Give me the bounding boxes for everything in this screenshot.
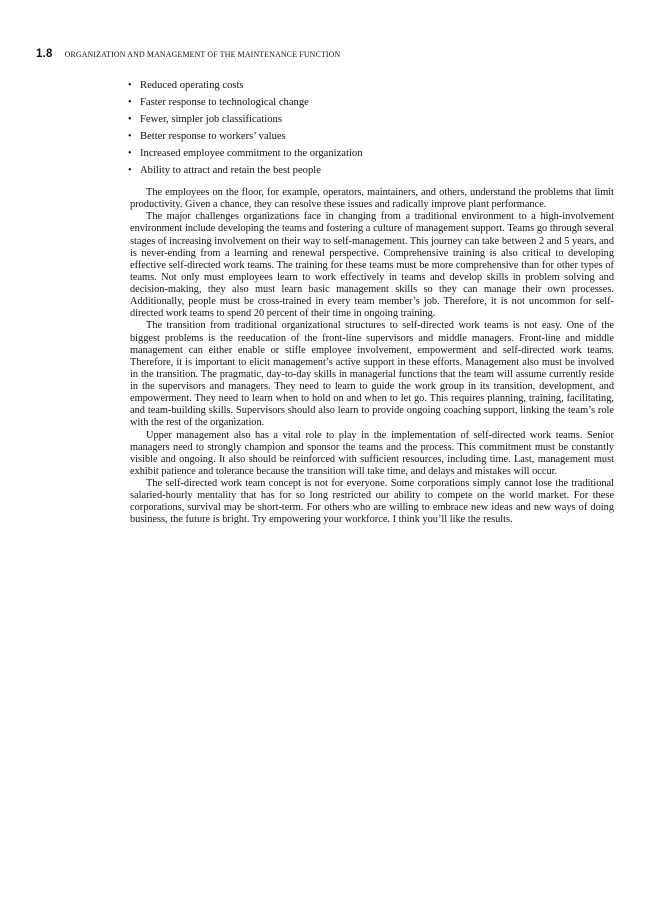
bullet-glyph: •: [128, 131, 132, 143]
bullet-text: Better response to workers’ values: [140, 131, 286, 143]
paragraph: The transition from traditional organizational structures to self-directed work teams is not easy. One of the biggest problems is the reeducation of the front-line supervisors and middle managers. Front-line and middle management can either enable or stifle employee involvement, empowerment and self-directed work teams. Therefore, it is important to elicit management’s active support in these efforts. Management also must be involved in the transition. The pragmatic, day-to-day skills in managerial functions that the team will assume currently reside in the supervisors and managers. They need to learn to guide the work group in its transition, development, and empowerment. They need to learn when to hold on and when to let go. This requires planning, training, facilitating, and team-building skills. Supervisors should also learn to provide ongoing coaching support, linking the team’s role with the rest of the organization.: [130, 320, 614, 429]
bullet-text: Fewer, simpler job classifications: [140, 114, 282, 126]
running-title: ORGANIZATION AND MANAGEMENT OF THE MAINTENANCE FUNCTION: [64, 50, 341, 59]
bullet-item: [128, 145, 608, 162]
paragraph: The major challenges organizations face in changing from a traditional environment to a high-involvement environment include developing the teams and fostering a culture of management support. Teams go through several stages of increasing involvement on their way to self-management. This journey can take between 2 and 5 years, and is never-ending from a learning and renewal perspective. Comprehensive training is also critical to developing effective self-directed work teams. The training for these teams must be more comprehensive than for other types of teams. Not only must employees learn to work effectively in teams and develop skills in problem solving and decision-making, they also must learn basic management skills so they can manage their own processes. Additionally, people must be cross-trained in every team member’s job. Therefore, it is not uncommon for self-directed work teams to spend 20 percent of their time in ongoing training.: [130, 211, 614, 320]
bullet-glyph: •: [128, 114, 132, 126]
bullet-text: Ability to attract and retain the best people: [140, 165, 321, 177]
paragraph: The employees on the floor, for example, operators, maintainers, and others, understand the problems that limit productivity. Given a chance, they can resolve these issues and radically improve plant performance.: [130, 187, 614, 211]
bullet-item: [128, 128, 608, 145]
bullet-item: [128, 77, 608, 94]
bullet-glyph: •: [128, 80, 132, 91]
paragraph: Upper management also has a vital role to play in the implementation of self-directed work teams. Senior managers need to strongly champion and sponsor the teams and the process. This commitment must be constantly visible and ongoing. It also should be reinforced with sufficient resources, including time. Last, management must exhibit patience and tolerance because the transition will take time, and delays and mistakes will occur.: [130, 429, 614, 477]
bullet-item: [128, 111, 608, 128]
bullet-text: Reduced operating costs: [140, 80, 244, 91]
running-header: [36, 46, 616, 62]
bullet-item: [128, 94, 608, 111]
benefits-bullet-list: [128, 77, 608, 180]
bullet-text: Increased employee commitment to the organization: [140, 148, 363, 160]
paragraph: The self-directed work team concept is not for everyone. Some corporations simply cannot lose the traditional salaried-hourly mentality that has for so long restricted our ability to compete on the world market. For these corporations, survival may be short-term. For others who are willing to embrace new ideas and new ways of doing business, the future is bright. Try empowering your workforce. I think you’ll like the results.: [130, 478, 614, 526]
body-text: [130, 187, 614, 527]
bullet-item: [128, 162, 608, 179]
page-number: 1.8: [36, 48, 53, 60]
bullet-glyph: •: [128, 165, 132, 177]
bullet-text: Faster response to technological change: [140, 97, 309, 109]
bullet-glyph: •: [128, 148, 132, 160]
bullet-glyph: •: [128, 97, 132, 109]
